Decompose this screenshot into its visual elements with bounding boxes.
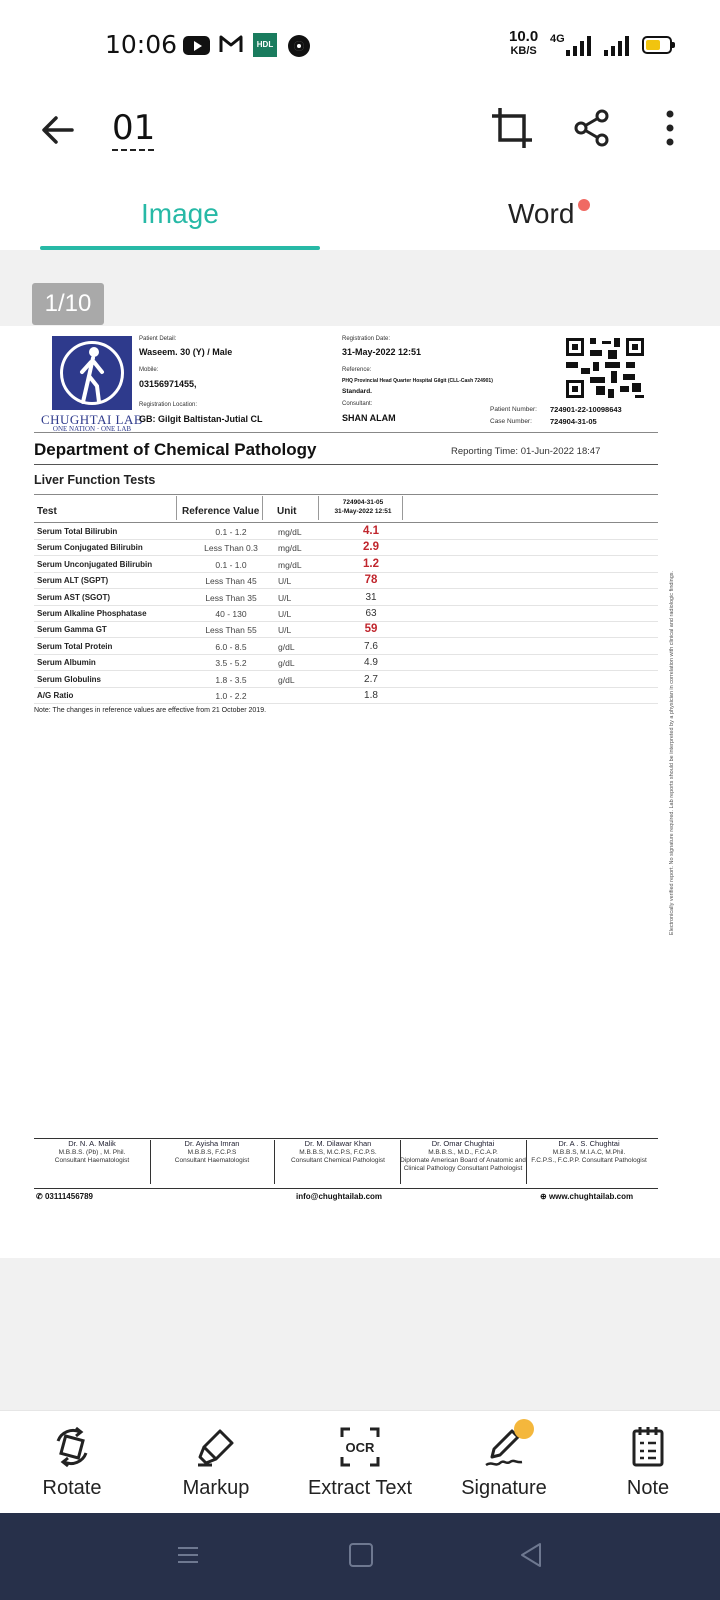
document-viewer[interactable] (0, 250, 720, 1410)
signature-label: Signature (461, 1477, 547, 1499)
premium-crown-icon (514, 1419, 534, 1439)
footer-separator (274, 1140, 275, 1184)
doctor-signature-block: Dr. A . S. Chughtai M.B.B.S, M.I.A.C, M.Phil. F.C.P.S., F.C.P.P. Consultant Pathologist (531, 1139, 647, 1164)
patient-detail: Waseem. 30 (Y) / Male (139, 347, 233, 357)
result-value: 31 (365, 591, 377, 603)
divider (34, 494, 658, 495)
document-title[interactable]: 01 (112, 108, 156, 148)
result-test-name: Serum Total Protein (37, 641, 113, 651)
walking-figure-icon (74, 346, 110, 404)
result-reference: Less Than 55 (205, 625, 257, 636)
result-date: 31-May-2022 12:51 (334, 508, 392, 515)
chrome-icon (288, 35, 310, 57)
case-number-label: Case Number: (490, 418, 532, 425)
result-test-name: Serum Unconjugated Bilirubin (37, 559, 153, 569)
result-test-name: Serum Conjugated Bilirubin (37, 543, 143, 553)
table-row (34, 524, 658, 540)
result-unit: mg/dL (278, 527, 302, 537)
result-value: 1.8 (364, 690, 378, 701)
youtube-icon (183, 36, 210, 55)
word-tab-badge (578, 199, 590, 211)
more-options-icon[interactable] (660, 106, 680, 150)
doctor-signature-block: Dr. Ayisha Imran M.B.B.S, F.C.P.S Consultant Haematologist (174, 1139, 250, 1164)
result-test-name: Serum Albumin (37, 658, 96, 668)
col-header-test: Test (37, 506, 57, 517)
network-speed: 10.0 KB/S (509, 28, 539, 57)
result-value: 63 (365, 608, 377, 619)
result-reference: 0.1 - 1.0 (215, 559, 247, 570)
ocr-icon (338, 1425, 382, 1469)
column-divider (176, 496, 177, 520)
table-row (34, 639, 658, 655)
markup-label: Markup (182, 1477, 250, 1499)
reg-location-label: Registration Location: (139, 402, 198, 408)
gmail-icon (219, 33, 243, 55)
globe-icon: ⊕ (540, 1192, 549, 1201)
result-reference: Less Than 45 (205, 576, 257, 587)
result-unit: U/L (278, 625, 292, 636)
department-title: Department of Chemical Pathology (34, 440, 317, 459)
system-nav-bar (0, 1513, 720, 1600)
reg-date-label: Registration Date: (342, 336, 391, 342)
lab-tagline: ONE NATION · ONE LAB (52, 425, 132, 433)
result-unit: U/L (278, 592, 292, 603)
col-header-unit: Unit (277, 506, 297, 517)
rotate-label: Rotate (42, 1477, 102, 1499)
tab-image[interactable]: Image (141, 198, 219, 229)
result-value: 2.9 (363, 541, 379, 554)
reference-note: Note: The changes in reference values are effective from 21 October 2019. (34, 707, 267, 714)
table-row (34, 590, 658, 606)
table-row (34, 622, 658, 638)
result-value: 78 (364, 574, 378, 587)
footer-separator (150, 1140, 151, 1184)
app-bar (0, 90, 720, 250)
reference-type: Standard. (342, 388, 372, 395)
result-test-name: Serum Gamma GT (37, 625, 107, 635)
status-time: 10:06 (105, 30, 178, 59)
col-header-result (318, 498, 408, 516)
network-type: 4G (550, 33, 565, 45)
lab-name: CHUGHTAI LAB (40, 412, 144, 427)
title-edit-underline (112, 149, 154, 151)
home-icon[interactable] (349, 1543, 373, 1567)
divider (34, 522, 658, 523)
chughtai-lab-logo (52, 336, 132, 410)
document-page[interactable] (0, 326, 720, 1258)
phone-icon: ✆ (36, 1192, 45, 1201)
divider (34, 432, 658, 433)
result-reference: 0.1 - 1.2 (215, 527, 247, 537)
result-reference: 6.0 - 8.5 (215, 641, 247, 652)
nav-back-icon[interactable] (518, 1541, 546, 1569)
result-test-name: Serum Globulins (37, 674, 102, 684)
table-row (34, 655, 658, 671)
section-title: Liver Function Tests (34, 473, 156, 487)
result-value: 4.1 (363, 525, 379, 537)
reference-label: Reference: (342, 367, 372, 373)
doctor-signature-block: Dr. Omar Chughtai M.B.B.S., M.D., F.C.A.P. Diplomate American Board of Anatomic and Clinical Pathology Consultant Pathologist (400, 1139, 526, 1172)
consultant-value: SHAN ALAM (342, 413, 396, 423)
result-reference: 1.8 - 3.5 (215, 674, 247, 685)
qr-code-icon (566, 338, 644, 398)
tab-word[interactable]: Word (508, 198, 575, 229)
column-divider (262, 496, 263, 520)
result-reference: 3.5 - 5.2 (215, 658, 247, 669)
doctor-signature-block: Dr. N. A. Malik M.B.B.S. (Pb) , M. Phil. Consultant Haematologist (54, 1139, 130, 1164)
result-case-id: 724904-31-05 (342, 499, 384, 506)
signal-icon-2 (604, 36, 632, 56)
crop-icon[interactable] (490, 106, 534, 150)
result-value: 4.9 (364, 657, 378, 669)
result-reference: Less Than 0.3 (204, 543, 258, 554)
bottom-toolbar (0, 1410, 720, 1513)
result-reference: Less Than 35 (205, 592, 257, 603)
consultant-label: Consultant: (342, 401, 373, 407)
lab-website: ⊕ www.chughtailab.com (540, 1192, 634, 1201)
markup-button[interactable] (144, 1411, 288, 1514)
result-test-name: Serum Alkaline Phosphatase (37, 609, 147, 618)
signature-button[interactable] (432, 1411, 576, 1514)
result-unit: U/L (278, 609, 292, 619)
markup-icon (194, 1425, 238, 1469)
svg-text:OCR: OCR (345, 1440, 375, 1455)
table-row (34, 540, 658, 556)
lab-phone: ✆ 03111456789 (36, 1192, 93, 1201)
col-header-reference: Reference Value (182, 506, 260, 517)
result-unit: mg/dL (278, 543, 302, 554)
case-number-value: 724904-31-05 (550, 417, 597, 426)
result-unit: mg/dL (278, 559, 302, 570)
column-divider (402, 496, 403, 520)
table-row (34, 606, 658, 622)
table-row (34, 672, 658, 688)
recent-apps-icon[interactable] (176, 1543, 200, 1567)
result-value: 59 (364, 623, 378, 636)
doctor-signature-block: Dr. M. Dilawar Khan M.B.B.S, M.C.P.S, F.C.P.S. Consultant Chemical Pathologist (291, 1139, 385, 1164)
table-row (34, 688, 658, 704)
divider (34, 464, 658, 465)
signal-icon (566, 36, 594, 56)
note-label: Note (626, 1477, 670, 1499)
verification-side-text: Electronically verified report. No signature required. Lab reports should be interpreted by a physician in correlation with clinical and radiologic findings. (669, 570, 675, 936)
result-unit: g/dL (278, 658, 295, 669)
hdl-icon: HDL (253, 33, 277, 57)
result-test-name: A/G Ratio (37, 691, 74, 700)
result-unit: U/L (278, 576, 292, 587)
extract-text-button[interactable] (288, 1411, 432, 1514)
table-row (34, 557, 658, 573)
result-test-name: Serum ALT (SGPT) (37, 576, 109, 586)
reg-location-value: GB: Gilgit Baltistan-Jutial CL (139, 414, 263, 424)
rotate-icon (50, 1425, 94, 1469)
result-unit: g/dL (278, 641, 295, 652)
footer-divider (34, 1188, 658, 1189)
result-reference: 1.0 - 2.2 (215, 691, 247, 701)
reference-value: PHQ Provincial Head Quarter Hospital Gilgit (CLL-Cash 724901) (342, 378, 493, 384)
patient-number-label: Patient Number: (490, 406, 537, 413)
lab-report (26, 326, 662, 1246)
patient-detail-label: Patient Detail: (139, 336, 177, 342)
result-value: 2.7 (364, 673, 378, 685)
result-value: 7.6 (364, 640, 378, 652)
battery-icon (642, 36, 672, 54)
result-test-name: Serum AST (SGOT) (37, 592, 111, 602)
extract-text-label: Extract Text (307, 1477, 413, 1499)
reg-date-value: 31-May-2022 12:51 (342, 347, 422, 357)
patient-number-value: 724901-22-10098643 (550, 405, 622, 414)
table-row (34, 573, 658, 589)
page-counter: 1/10 (32, 283, 104, 325)
mobile-value: 03156971455, (139, 379, 197, 389)
note-icon (626, 1425, 670, 1469)
reporting-time: Reporting Time: 01-Jun-2022 18:47 (451, 446, 601, 457)
note-button[interactable] (576, 1411, 720, 1514)
status-bar (0, 0, 720, 90)
back-arrow-icon[interactable] (40, 112, 76, 148)
result-unit: g/dL (278, 674, 295, 685)
share-icon[interactable] (572, 108, 612, 148)
result-reference: 40 - 130 (215, 609, 247, 619)
result-test-name: Serum Total Bilirubin (37, 527, 118, 536)
mobile-label: Mobile: (139, 367, 159, 373)
result-value: 1.2 (363, 557, 379, 570)
lab-email: info@chughtailab.com (296, 1192, 383, 1201)
rotate-button[interactable] (0, 1411, 144, 1514)
